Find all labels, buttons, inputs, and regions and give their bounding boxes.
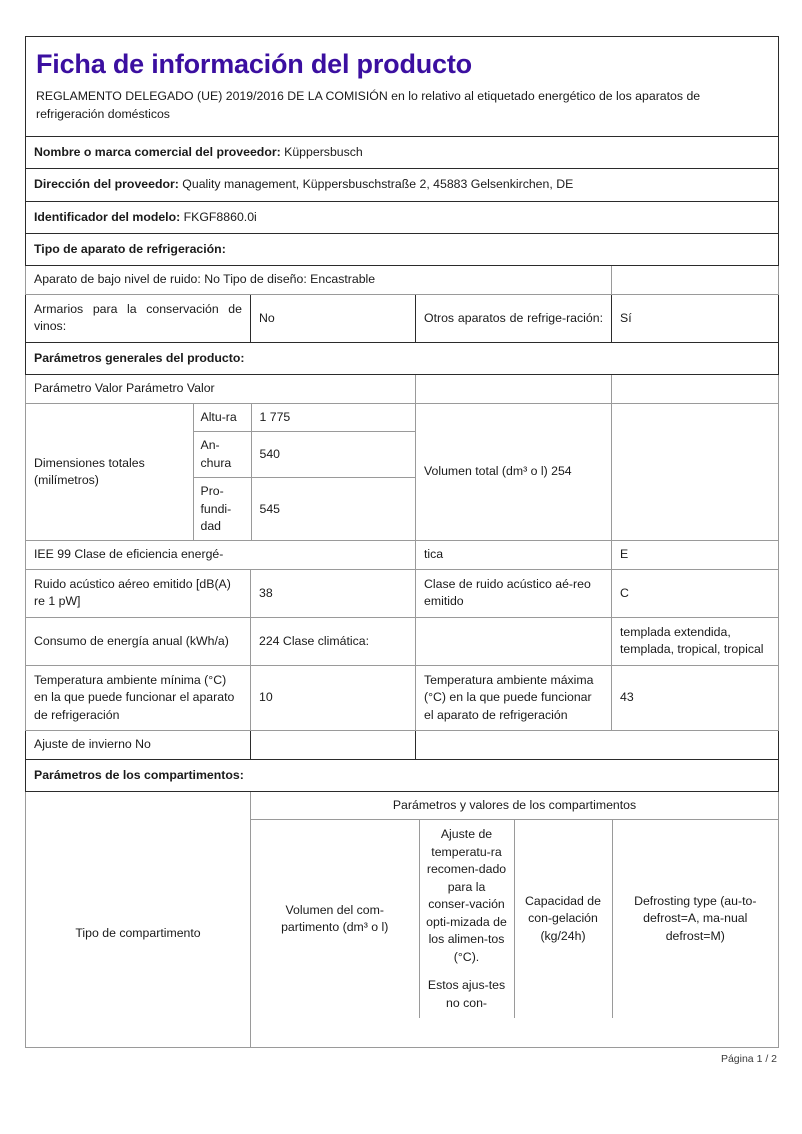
other-appliances-value: Sí: [612, 294, 779, 342]
energy-consumption-row: [26, 617, 779, 665]
model-identifier-cell: [26, 201, 779, 233]
general-parameters-section-row: [26, 342, 779, 374]
iee-label-cell: [26, 541, 416, 569]
parameter-value-header-row: [26, 375, 779, 403]
winter-setting-empty-1: [251, 731, 416, 759]
noise-row: [26, 569, 779, 617]
wine-cabinet-label: Armarios para la conservación de vinos:: [26, 294, 251, 342]
model-identifier-value: FKGF8860.0i: [183, 209, 257, 224]
iee-continuation-cell: [416, 541, 612, 569]
title-cell: [26, 37, 779, 137]
regulation-subtitle: REGLAMENTO DELEGADO (UE) 2019/2016 DE LA COMISIÓN en lo relativo al etiquetado energético de los aparatos de refrigeración domésticos: [36, 89, 701, 121]
climate-class-empty-cell: [416, 617, 612, 665]
dimension-width-label: An-chura: [193, 432, 251, 478]
wine-other-row: [26, 294, 779, 342]
compartment-columns-inner-row: [251, 820, 778, 1018]
product-fiche-table: [25, 36, 779, 1048]
compartment-col-temperature-setting-part2: Estos ajus-tes no con-: [427, 978, 506, 1010]
dimensions-cell: [26, 403, 416, 541]
supplier-name-label: Nombre o marca comercial del proveedor:: [34, 144, 281, 159]
winter-setting-empty-2: [416, 731, 779, 759]
max-ambient-temperature-value: 43: [612, 665, 779, 730]
climate-class-value: templada extendida, templada, tropical, tropical: [612, 617, 779, 665]
wine-cabinet-value: No: [251, 294, 416, 342]
other-appliances-label: Otros aparatos de refrige-ración:: [416, 294, 612, 342]
supplier-name-row: [26, 136, 779, 168]
parameter-value-header-cell: [26, 375, 416, 403]
dimension-width-value: 540: [251, 432, 415, 478]
winter-setting-row: [26, 731, 779, 759]
noise-class-label: Clase de ruido acústico aé-reo emitido: [416, 569, 612, 617]
energy-efficiency-class-value: E: [612, 541, 779, 569]
supplier-name-value: Küppersbusch: [284, 144, 363, 159]
noise-emission-label: Ruido acústico aéreo emitido [dB(A) re 1 pW]: [26, 569, 251, 617]
supplier-address-cell: [26, 169, 779, 201]
supplier-name-cell: [26, 136, 779, 168]
model-identifier-row: [26, 201, 779, 233]
parameter-value-header-text: Parámetro Valor Parámetro Valor: [34, 381, 215, 396]
title-row: [26, 37, 779, 137]
compartment-col-type: Tipo de compartimento: [26, 820, 251, 1048]
winter-setting-text: Ajuste de invierno No: [26, 731, 251, 759]
iee-row: [26, 541, 779, 569]
dimension-depth-label: Pro-fundi-dad: [193, 478, 251, 541]
supplier-address-row: [26, 169, 779, 201]
dimensions-inner-row-height: [26, 404, 415, 432]
dimension-height-value: 1 775: [251, 404, 415, 432]
min-ambient-temperature-value: 10: [251, 665, 416, 730]
min-ambient-temperature-label: Temperatura ambiente mínima (°C) en la que puede funcionar el aparato de refrigeración: [26, 665, 251, 730]
total-volume-cell: Volumen total (dm³ o l) 254: [416, 403, 612, 541]
low-noise-design-empty-cell: [612, 266, 779, 294]
page-footer: Página 1 / 2: [720, 1053, 777, 1065]
page-title: Ficha de información del producto: [36, 49, 472, 79]
iee-continuation-text: tica: [424, 547, 444, 562]
parameter-header-empty-2: [416, 375, 612, 403]
compartments-section-label: Parámetros de los compartimentos:: [26, 759, 779, 791]
compartment-columns-inner-table: [251, 820, 778, 1018]
dimensions-label: Dimensiones totales (milímetros): [26, 404, 193, 541]
total-volume-empty-cell: [612, 403, 779, 541]
compartments-section-row: [26, 759, 779, 791]
general-parameters-section-label: Parámetros generales del producto:: [26, 342, 779, 374]
dimension-height-label: Altu-ra: [193, 404, 251, 432]
compartment-col-freezing-capacity: Capacidad de con-gelación (kg/24h): [514, 820, 612, 1018]
parameter-header-empty-3: [612, 375, 779, 403]
low-noise-design-text: Aparato de bajo nivel de ruido: No Tipo de diseño: Encastrable: [34, 272, 376, 287]
appliance-type-section-row: [26, 234, 779, 266]
compartment-col-temperature-setting: [419, 820, 514, 1018]
dimensions-row: [26, 403, 779, 541]
compartment-col-group-cell: [251, 820, 779, 1048]
energy-consumption-label: Consumo de energía anual (kWh/a): [26, 617, 251, 665]
compartments-group-header-row: [26, 791, 779, 819]
compartment-col-volume: Volumen del com-partimento (dm³ o l): [251, 820, 419, 1018]
supplier-address-label: Dirección del proveedor:: [34, 177, 179, 192]
compartment-col-defrosting-type: Defrosting type (au-to-defrost=A, ma-nual defrost=M): [612, 820, 778, 1018]
noise-class-value: C: [612, 569, 779, 617]
noise-emission-value: 38: [251, 569, 416, 617]
dimensions-inner-table: [26, 404, 415, 541]
model-identifier-label: Identificador del modelo:: [34, 209, 181, 224]
low-noise-design-row: [26, 266, 779, 294]
low-noise-design-cell: [26, 266, 612, 294]
ambient-temperature-row: [26, 665, 779, 730]
compartments-group-header-label: Parámetros y valores de los compartimentos: [251, 791, 779, 819]
compartment-col-temperature-setting-part1: Ajuste de temperatu-ra recomen-dado para la conser-vación opti-mizada de los alimen-tos (°C).: [426, 827, 507, 964]
compartments-column-header-row: [26, 820, 779, 1048]
energy-consumption-value: 224 Clase climática:: [251, 617, 416, 665]
iee-label: IEE 99 Clase de eficiencia energé-: [34, 547, 224, 562]
compartments-group-header-spacer: [26, 791, 251, 819]
supplier-address-value: Quality management, Küppersbuschstraße 2, 45883 Gelsenkirchen, DE: [182, 177, 574, 192]
appliance-type-section-label: Tipo de aparato de refrigeración:: [26, 234, 779, 266]
dimension-depth-value: 545: [251, 478, 415, 541]
max-ambient-temperature-label: Temperatura ambiente máxima (°C) en la que puede funcionar el aparato de refrigeración: [416, 665, 612, 730]
